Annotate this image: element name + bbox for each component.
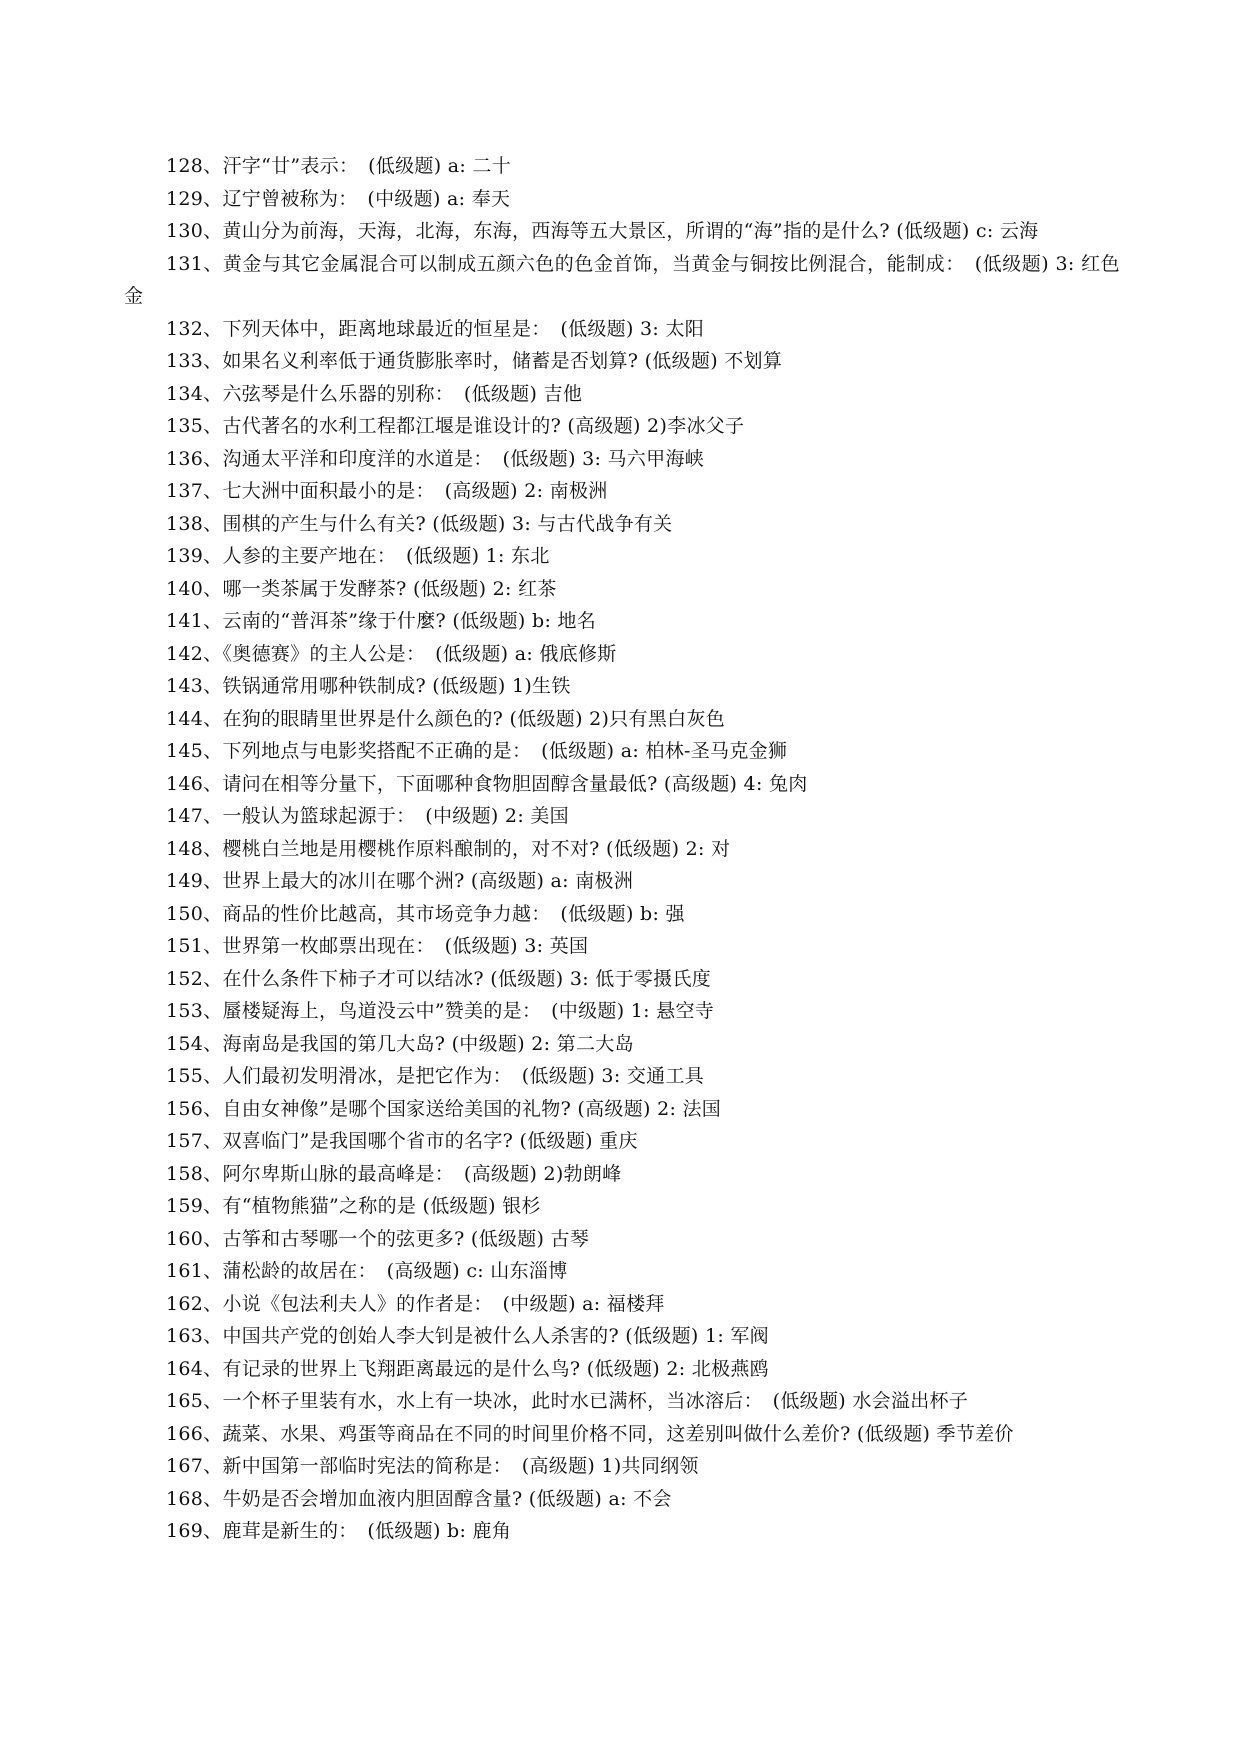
question-line: 147、一般认为篮球起源于： (中级题) 2: 美国: [166, 805, 569, 827]
question-line: 164、有记录的世界上飞翔距离最远的是什么鸟? (低级题) 2: 北极燕鸥: [166, 1357, 769, 1380]
question-line: 158、阿尔卑斯山脉的最高峰是： (高级题) 2)勃朗峰: [166, 1162, 622, 1185]
question-list: [124, 150, 1120, 1548]
question-line: 130、黄山分为前海，天海，北海，东海，西海等五大景区，所谓的“海”指的是什么? (低级题) c: 云海: [166, 220, 1039, 242]
question-line: 153、蜃楼疑海上，鸟道没云中”赞美的是： (中级题) 1: 悬空寺: [166, 1000, 715, 1022]
question-line: 135、古代著名的水利工程都江堰是谁设计的? (高级题) 2)李冰父子: [166, 415, 745, 437]
question-line: 143、铁锅通常用哪种铁制成? (低级题) 1)生铁: [166, 675, 571, 697]
question-line: 150、商品的性价比越高，其市场竞争力越： (低级题) b: 强: [166, 902, 685, 925]
question-line: 146、请问在相等分量下，下面哪种食物胆固醇含量最低? (高级题) 4: 兔肉: [166, 772, 808, 795]
question-line: 132、下列天体中，距离地球最近的恒星是： (低级题) 3: 太阳: [166, 317, 705, 340]
question-line: 131、黄金与其它金属混合可以制成五颜六色的色金首饰，当黄金与铜按比例混合，能制成： (低级题) 3: 红色金: [124, 252, 1120, 307]
question-line: 148、樱桃白兰地是用樱桃作原料酿制的，对不对? (低级题) 2: 对: [166, 837, 731, 860]
question-line: 167、新中国第一部临时宪法的简称是： (高级题) 1)共同纲领: [166, 1455, 699, 1477]
question-line: 133、如果名义利率低于通货膨胀率时，储蓄是否划算? (低级题) 不划算: [166, 350, 783, 372]
question-line: 136、沟通太平洋和印度洋的水道是： (低级题) 3: 马六甲海峡: [166, 447, 705, 470]
question-line: 149、世界上最大的冰川在哪个洲? (高级题) a: 南极洲: [166, 870, 634, 892]
question-line: 144、在狗的眼睛里世界是什么颜色的? (低级题) 2)只有黑白灰色: [166, 707, 726, 730]
question-line: 151、世界第一枚邮票出现在： (低级题) 3: 英国: [166, 935, 589, 957]
question-line: 156、自由女神像”是哪个国家送给美国的礼物? (高级题) 2: 法国: [166, 1097, 722, 1120]
question-line: 134、六弦琴是什么乐器的别称： (低级题) 吉他: [166, 382, 583, 405]
question-line: 169、鹿茸是新生的： (低级题) b: 鹿角: [166, 1520, 512, 1542]
question-line: 137、七大洲中面积最小的是： (高级题) 2: 南极洲: [166, 480, 608, 502]
question-line: 145、下列地点与电影奖搭配不正确的是： (低级题) a: 柏林-圣马克金狮: [166, 740, 788, 762]
question-line: 161、蒲松龄的故居在： (高级题) c: 山东淄博: [166, 1260, 568, 1282]
question-line: 168、牛奶是否会增加血液内胆固醇含量? (低级题) a: 不会: [166, 1487, 672, 1510]
question-line: 152、在什么条件下柿子才可以结冰? (低级题) 3: 低于零摄氏度: [166, 967, 712, 990]
question-line: 154、海南岛是我国的第几大岛? (中级题) 2: 第二大岛: [166, 1032, 634, 1055]
question-line: 160、古筝和古琴哪一个的弦更多? (低级题) 古琴: [166, 1227, 590, 1250]
question-line: 138、围棋的产生与什么有关? (低级题) 3: 与古代战争有关: [166, 512, 673, 535]
question-line: 166、蔬菜、水果、鸡蛋等商品在不同的时间里价格不同，这差别叫做什么差价? (低级题) 季节差价: [166, 1422, 1014, 1445]
question-line: 128、汗字“廿”表示： (低级题) a: 二十: [166, 155, 512, 177]
question-line: 155、人们最初发明滑冰，是把它作为： (低级题) 3: 交通工具: [166, 1065, 705, 1087]
question-line: 129、辽宁曾被称为： (中级题) a: 奉天: [166, 187, 511, 210]
question-line: 159、有“植物熊猫”之称的是 (低级题) 银杉: [166, 1195, 541, 1217]
question-line: 157、双喜临门”是我国哪个省市的名字? (低级题) 重庆: [166, 1130, 638, 1152]
question-line: 140、哪一类茶属于发酵茶? (低级题) 2: 红茶: [166, 577, 557, 600]
question-line: 142、《奥德赛》的主人公是： (低级题) a: 俄底修斯: [166, 642, 617, 665]
question-line: 141、云南的“普洱茶”缘于什麼? (低级题) b: 地名: [166, 610, 597, 632]
question-line: 165、一个杯子里装有水，水上有一块冰，此时水已满杯，当冰溶后： (低级题) 水会溢出杯子: [166, 1390, 969, 1412]
question-line: 163、中国共产党的创始人李大钊是被什么人杀害的? (低级题) 1: 军阀: [166, 1325, 769, 1347]
question-line: 139、人参的主要产地在： (低级题) 1: 东北: [166, 545, 550, 567]
question-line: 162、小说《包法利夫人》的作者是： (中级题) a: 福楼拜: [166, 1292, 665, 1315]
